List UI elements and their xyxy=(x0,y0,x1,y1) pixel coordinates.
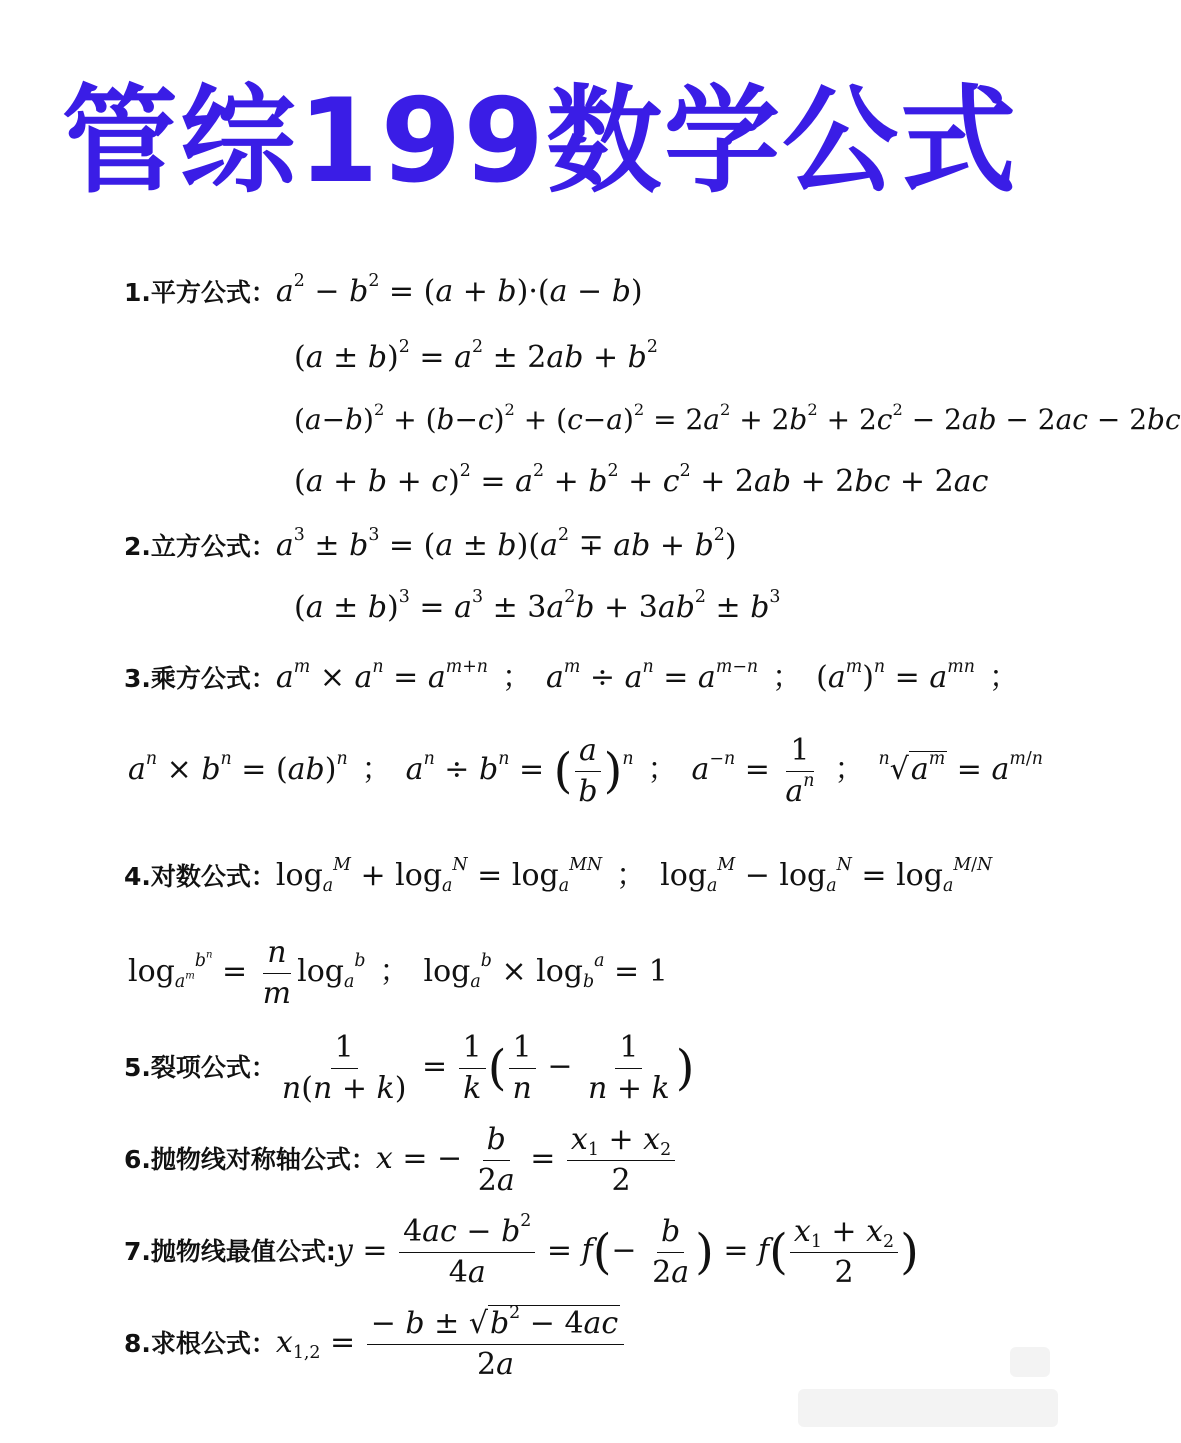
section-label-axis: 6.抛物线对称轴公式： xyxy=(124,1145,376,1174)
formula-square-2: $(a \pm b)^2 = a^2 \pm 2ab + b^2$ xyxy=(294,337,658,375)
section-label-split: 5.裂项公式： xyxy=(124,1053,276,1082)
formula-cube-2: $(a \pm b)^3 = a^3 \pm 3a^2b + 3ab^2 \pm b^3$ xyxy=(294,587,781,625)
section-label-extreme: 7.抛物线最值公式: xyxy=(124,1237,336,1266)
watermark-icon xyxy=(1010,1347,1050,1377)
section-label-log: 4.对数公式： xyxy=(124,862,276,891)
section-label-power: 3.乘方公式： xyxy=(124,664,276,693)
formula-cube-1: 2.立方公式：$a^3 \pm b^3 = (a \pm b)(a^2$ ∓ ab + $b^2$) xyxy=(124,525,737,563)
formula-log-1: 4.对数公式：$\log_a^M + \log_a^N = \log_a^{MN}$ ； $\log_a^M - \log_a^N = \log_a^{M/N}$ xyxy=(124,855,993,897)
formula-power-2: $a^n \times b^n = (ab)^n$ ； $a^n \div b^n$ = ( $\frac{a}{b}$ )$^n$ ； $a^{-n}$ = $\frac{1}{a^n}$ ； $^n√a^m = a^{m/n}$ xyxy=(128,732,1043,809)
formula-square-1: 1.平方公式：$a^2 - b^2 = (a + b)\cdot(a - b)$ xyxy=(124,271,643,309)
formula-axis: 6.抛物线对称轴公式：x = − $\frac{b}{2a}$ = $\frac{x_1 + x_2}{2}$ xyxy=(124,1116,677,1203)
formula-power-1: 3.乘方公式：$a^m \times a^n = a^{m+n}$ ； $a^m \div a^n = a^{m-n}$ ； $(a^m)^n = a^{mn}$ ； xyxy=(124,657,1019,695)
formula-split: 5.裂项公式： $\frac{1}{n(n + k)}$ = $\frac{1}{k}$ ( $\frac{1}{n}$ − $\frac{1}{n + k}$ ) xyxy=(124,1029,695,1106)
formula-square-3: $(a-b)^2 + (b-c)^2 + (c-a)^2 = 2a^2 + 2b^2 + 2c^2 - 2ab - 2ac - 2bc$ xyxy=(294,400,1181,436)
section-label-roots: 8.求根公式： xyxy=(124,1329,276,1358)
section-label-square: 1.平方公式： xyxy=(124,278,276,307)
page-title: 管综199数学公式 xyxy=(61,74,1019,209)
formula-extreme: 7.抛物线最值公式:y = $\frac{4ac - b^2}{4a}$ = f(− $\frac{b}{2a}$ ) = f( $\frac{x_1 + x_2}{2}$ ) xyxy=(124,1210,919,1290)
formula-square-4: $(a + b + c)^2 = a^2 + b^2 + c^2 + 2ab + 2bc + 2ac$ xyxy=(294,461,989,499)
formula-roots: 8.求根公式：$x_{1,2}$ = $\frac{- b \pm √b^2 - 4ac}{2a}$ xyxy=(124,1300,626,1387)
section-label-cube: 2.立方公式： xyxy=(124,532,276,561)
formula-log-2: $\log_{a^m}^{b^n}$ = $\frac{n}{m}$ $\log_a^b$ ； $\log_a^b \times \log_b^a = 1$ xyxy=(128,934,668,1011)
watermark-bar xyxy=(798,1389,1058,1427)
